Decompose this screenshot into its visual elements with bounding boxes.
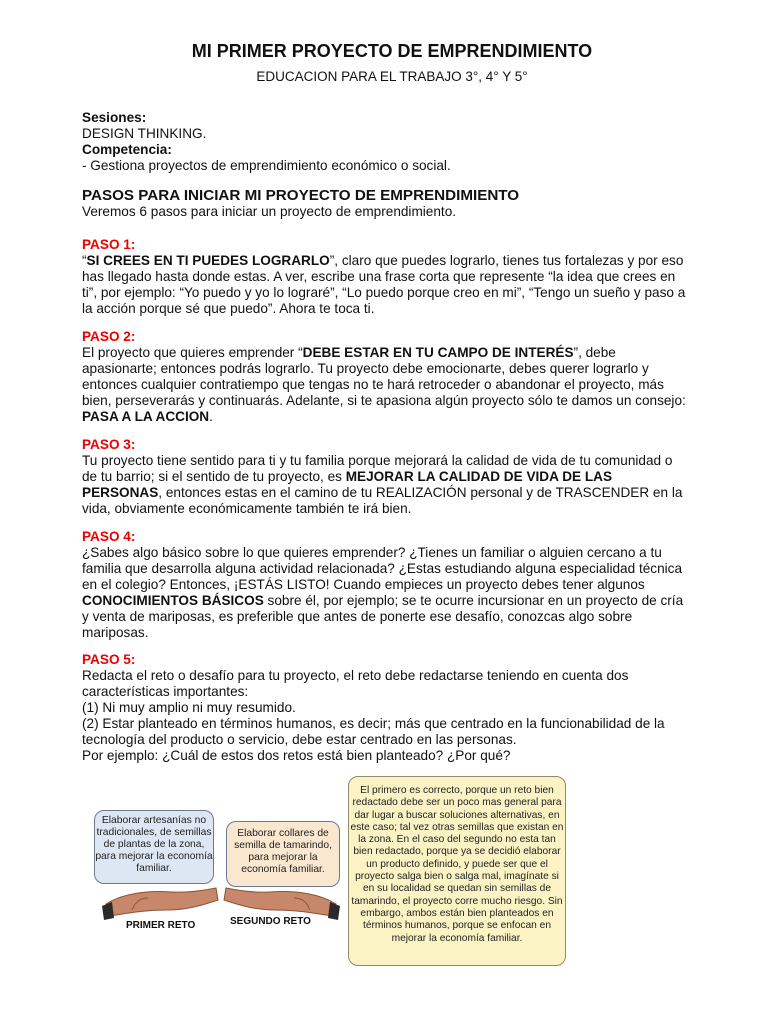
- paso-body: Tu proyecto tiene sentido para ti y tu familia porque mejorará la calidad de vida de tu comunidad o de tu barrio; si el sentido de tu proyecto, es: [82, 453, 673, 484]
- quote-mark: “: [82, 253, 87, 268]
- paso-2: [82, 329, 687, 425]
- paso-highlight: PASA A LA ACCION: [82, 409, 210, 424]
- intro-section: [82, 188, 687, 220]
- paso-label: PASO 5:: [82, 652, 136, 667]
- paso-highlight: DEBE ESTAR EN TU CAMPO DE INTERÉS: [302, 345, 574, 360]
- paso-5: [82, 652, 687, 764]
- intro-text: Veremos 6 pasos para iniciar un proyecto de emprendimiento.: [82, 204, 457, 219]
- paso-body: ”, debe apasionarte; entonces podrás lograrlo. Tu proyecto debe emocionarte, debes querer lograrlo y entonces cualquier contratiempo que tengas no te hará retroceder o abandonar el proyecto, más bien, perseverarás y continuarás. Adelante, si te apasiona algún proyecto sólo te damos un consejo:: [82, 345, 686, 408]
- segundo-reto-caption: SEGUNDO RETO: [230, 916, 311, 927]
- paso-text: (1) Ni muy amplio ni muy resumido.: [82, 700, 296, 715]
- document-title: MI PRIMER PROYECTO DE EMPRENDIMIENTO: [191, 41, 593, 61]
- paso-body: , entonces estas en el camino de tu REALIZACIÓN personal y de TRASCENDER en la vida, obviamente económicamente también te irá bien.: [82, 485, 683, 516]
- open-hand-icon: [102, 880, 220, 920]
- open-hand-icon: [220, 880, 340, 920]
- paso-highlight: MEJORAR LA CALIDAD DE VIDA DE LAS PERSONAS: [82, 469, 613, 500]
- primer-reto-caption: PRIMER RETO: [126, 920, 196, 931]
- paso-body: ¿Sabes algo básico sobre lo que quieres emprender? ¿Tienes un familiar o alguien cercano a tu familia que desarrolla alguna actividad relacionada? ¿Estas estudiando alguna especialidad técnica en el colegio? Entonces, ¡ESTÁS LISTO! Cuando empieces un proyecto debes tener algunos: [82, 545, 683, 592]
- competencia-label: Competencia:: [82, 142, 172, 157]
- paso-body: ”, claro que puedes lograrlo, tienes tus fortalezas y por eso has llegado hasta donde estas. A ver, escribe una frase corta que represente “la idea que crees en ti”, por ejemplo: “Yo puedo y yo lo lograré”, “Lo puedo porque creo en mi”, “Tengo un sueño y paso a la acción porque sé que puedo”. Ahora te toca ti.: [82, 253, 686, 316]
- paso-body: El proyecto que quieres emprender “: [82, 345, 303, 360]
- document-subtitle: EDUCACION PARA EL TRABAJO 3°, 4° Y 5°: [256, 69, 528, 84]
- paso-text: [82, 345, 687, 425]
- paso-highlight: CONOCIMIENTOS BÁSICOS: [82, 593, 264, 608]
- paso-highlight: SI CREES EN TI PUEDES LOGRARLO: [86, 253, 330, 268]
- retos-illustration: [80, 776, 570, 966]
- info-section: [82, 110, 687, 174]
- reto-2-bubble: Elaborar collares de semilla de tamarindo, para mejorar la economía familiar.: [226, 821, 340, 887]
- paso-text: Por ejemplo: ¿Cuál de estos dos retos está bien planteado? ¿Por qué?: [82, 748, 511, 763]
- paso-label: PASO 4:: [82, 529, 136, 544]
- reto-1-bubble: Elaborar artesanías no tradicionales, de semillas de plantas de la zona, para mejorar la economía familiar.: [94, 810, 214, 884]
- paso-4: [82, 529, 687, 641]
- paso-text: [82, 253, 687, 317]
- explanation-bubble: El primero es correcto, porque un reto bien redactado debe ser un poco mas general para dar lugar a buscar soluciones alternativas, en este caso; tal vez otras semillas que existan en la zona. En el caso del segundo no esta tan bien redactado, porque ya se decidió elaborar un producto definido, y puede ser que el proyecto salga bien o salga mal, imagínate si en su localidad se quedan sin semillas de tamarindo, el proyecto corre mucho riesgo. Sin embargo, ambos están bien planteados en términos humanos, porque se enfocan en mejorar la economía familiar.: [348, 776, 566, 966]
- sesiones-value: DESIGN THINKING.: [82, 126, 207, 141]
- sesiones-label: Sesiones:: [82, 110, 147, 125]
- paso-3: [82, 437, 687, 517]
- paso-label: PASO 2:: [82, 329, 136, 344]
- paso-1: [82, 237, 687, 317]
- paso-label: PASO 1:: [82, 237, 136, 252]
- competencia-value: - Gestiona proyectos de emprendimiento económico o social.: [82, 158, 451, 173]
- paso-text: [82, 453, 687, 517]
- paso-text: Redacta el reto o desafío para tu proyecto, el reto debe redactarse teniendo en cuenta dos características importantes:: [82, 668, 629, 699]
- paso-body: sobre él, por ejemplo; se te ocurre incursionar en un proyecto de cría y venta de mariposas, es preferible que antes de ponerte ese desafío, conozcas algo sobre mariposas.: [82, 593, 684, 640]
- paso-text: (2) Estar planteado en términos humanos, es decir; más que centrado en la funcionabilidad de la tecnología del producto o servicio, debe estar centrado en las personas.: [82, 716, 665, 747]
- paso-text: [82, 545, 687, 641]
- section-heading: PASOS PARA INICIAR MI PROYECTO DE EMPRENDIMIENTO: [82, 187, 520, 204]
- paso-label: PASO 3:: [82, 437, 136, 452]
- paso-body: .: [209, 409, 213, 424]
